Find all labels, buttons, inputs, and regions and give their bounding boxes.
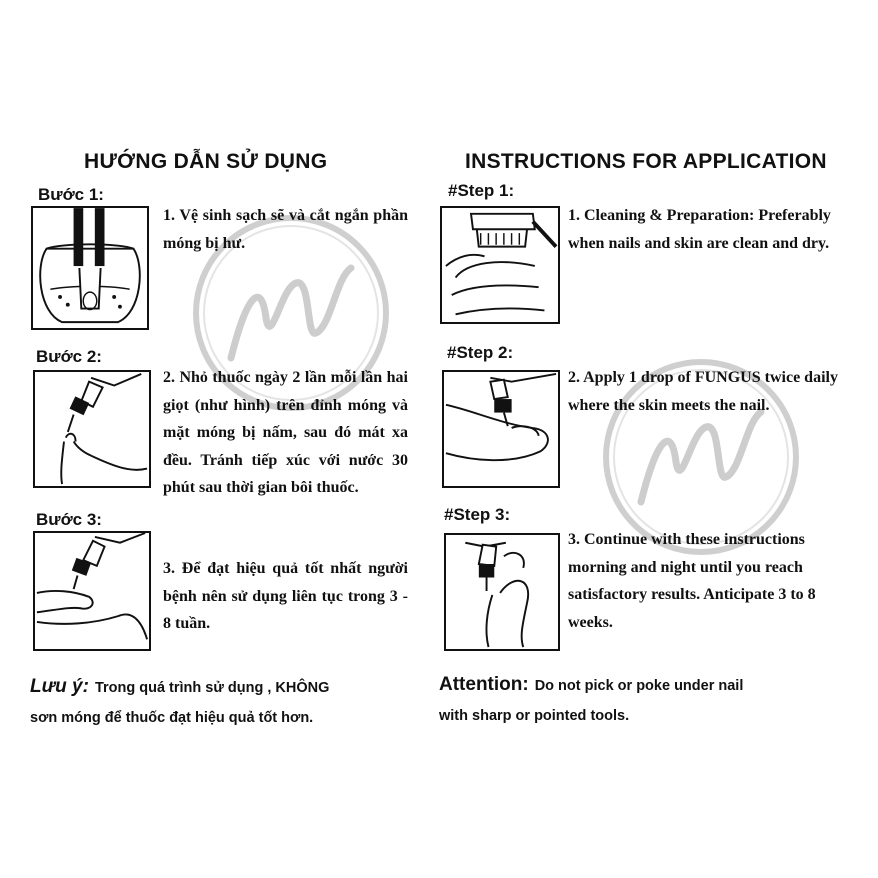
left-step-2-text: 2. Nhỏ thuốc ngày 2 lần mỗi lần hai giọt (như hình) trên đỉnh móng và mặt móng bị nấm, sau đó mát xa đều. Tránh tiếp xúc với nước 30 phút sau thời gian bôi thuốc. <box>163 369 408 496</box>
left-step-1-text: 1. Vệ sinh sạch sẽ và cắt ngắn phần móng bị hư. <box>163 207 408 252</box>
left-note-line-1: Trong quá trình sử dụng , KHÔNG <box>94 680 330 696</box>
left-note-lead: Lưu ý: <box>30 676 89 697</box>
right-step-1-label: #Step 1: <box>448 181 515 200</box>
right-heading: INSTRUCTIONS FOR APPLICATION <box>465 150 827 173</box>
nail-brush-icon <box>440 206 560 324</box>
dropper-finger-icon <box>33 370 151 488</box>
left-note-line-2: sơn móng để thuốc đạt hiệu quả tốt hơn. <box>30 710 314 726</box>
left-step-1-label: Bước 1: <box>38 185 104 204</box>
right-step-2-label: #Step 2: <box>447 343 514 362</box>
right-note <box>439 670 859 731</box>
right-step-3-label: #Step 3: <box>444 505 511 524</box>
soak-bowl-icon <box>31 206 149 330</box>
left-step-3-label: Bước 3: <box>36 510 102 529</box>
left-note <box>30 672 410 733</box>
right-step-1-text: 1. Cleaning & Preparation: Preferably when nails and skin are clean and dry. <box>568 207 831 252</box>
left-step-2-label: Bước 2: <box>36 347 102 366</box>
dropper-finger-icon <box>442 370 560 488</box>
right-step-3-text: 3. Continue with these instructions morning and night until you reach satisfactory results. Anticipate 3 to 8 weeks. <box>568 531 816 631</box>
left-step-3-text: 3. Để đạt hiệu quả tốt nhất người bệnh nên sử dụng liên tục trong 3 - 8 tuần. <box>163 560 408 632</box>
left-heading: HƯỚNG DẪN SỬ DỤNG <box>84 150 328 173</box>
right-note-line-1: Do not pick or poke under nail <box>534 678 744 694</box>
dropper-finger-icon <box>33 531 151 651</box>
right-note-line-2: with sharp or pointed tools. <box>439 708 630 724</box>
dropper-finger-icon <box>444 533 560 651</box>
right-note-lead: Attention: <box>439 674 529 695</box>
right-step-2-text: 2. Apply 1 drop of FUNGUS twice daily where the skin meets the nail. <box>568 369 838 414</box>
